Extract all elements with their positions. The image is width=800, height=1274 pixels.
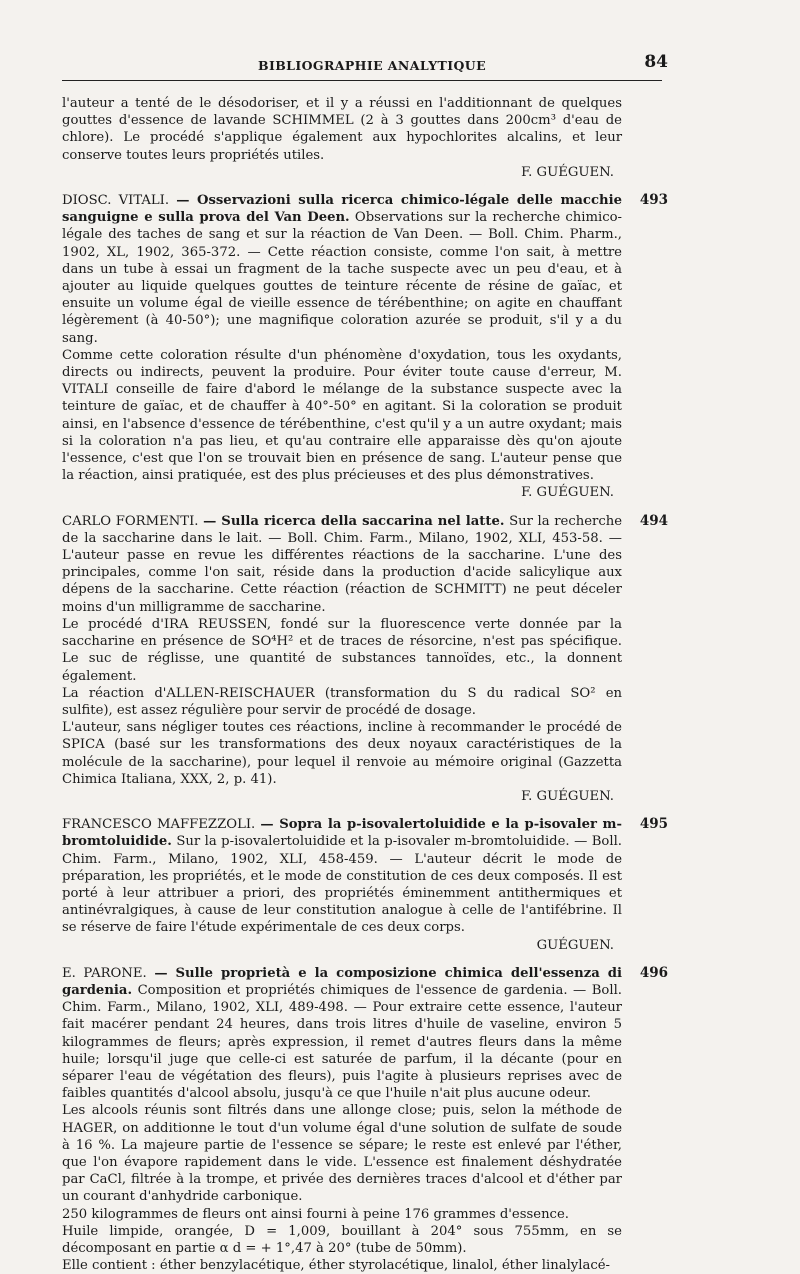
entry-paragraph: L'auteur, sans négliger toutes ces réactions, incline à recommander le procédé de SPICA (basé sur les transformations des deux noyaux caractéristiques de la molécule de la saccharine), pour lequel il renvoie au mémoire original (Gazzetta Chimica Italiana, XXX, 2, p. 41). [62,720,622,787]
entry-paragraph: Observations sur la recherche chimico-légale des taches de sang et sur la réaction de Van Deen. — Boll. Chim. Pharm., 1902, XL, 1902, 365-372. — Cette réaction consiste, comme l'on sait, à mettre dans un tube à essai un fragment de la tache suspecte avec un peu d'eau, et à ajouter au liquide quelques gouttes de teinture récente de résine de gaïac, et ensuite un volume égal de vieille essence de térébenthine; on agite en chauffant légèrement (à 40-50°); une magnifique coloration azurée se produit, s'il y a du sang. [62,210,622,346]
entry-title: — Sulle proprietà e la composizione chimica dell'essenza di gardenia. [62,965,622,998]
entry-number: 494 [639,512,668,529]
page-body [62,95,668,1274]
entry-paragraph: 250 kilogrammes de fleurs ont ainsi fourni à peine 176 grammes d'essence. [62,1206,569,1222]
entry-494 [62,512,668,805]
intro-signature: F. GUÉGUEN. [521,164,614,180]
entry-author: DIOSC. VITALI. [62,193,170,209]
entry-author: CARLO FORMENTI. [62,513,199,529]
entry-paragraph: Huile limpide, orangée, D = 1,009, bouillant à 204° sous 755mm, en se décomposant en partie α d = + 1°,47 à 20° (tube de 50mm). [62,1223,622,1256]
entry-paragraph: La réaction d'ALLEN-REISCHAUER (transformation du S du radical SO² en sulfite), est assez régulière pour servir de procédé de dosage. [62,685,622,718]
entry-number: 495 [639,816,668,833]
intro-paragraph: l'auteur a tenté de le désodoriser, et il y a réussi en l'additionnant de quelques gouttes d'essence de lavande SCHIMMEL (2 à 3 gouttes dans 200cm³ d'eau de chlore). Le procédé s'applique également aux hypochlorites alcalins, et leur conserve toutes leurs propriétés utiles. [62,96,622,163]
entry-paragraph: Composition et propriétés chimiques de l'essence de gardenia. — Boll. Chim. Farm., Milano, 1902, XLI, 489-498. — Pour extraire cette essence, l'auteur fait macérer pendant 24 heures, dans trois litres d'huile de vaseline, environ 5 kilogrammes de fleurs; après expression, il remet d'autres fleurs dans la même huile; lorsqu'il juge que celle-ci est saturée de parfum, il la décante (pour en séparer l'eau de végétation des fleurs), puis l'agite à plusieurs reprises avec de faibles quantités d'alcool absolu, jusqu'à ce que l'huile n'ait plus aucune odeur. [62,982,622,1102]
entry-495 [62,816,668,954]
entry-paragraph: Le procédé d'IRA REUSSEN, fondé sur la fluorescence verte donnée par la saccharine en présence de SO⁴H² et de traces de résorcine, n'est pas spécifique. Le suc de réglisse, une quantité de substances tannoïdes, etc., la donnent également. [62,616,622,684]
entry-496 [62,964,668,1274]
entry-493 [62,192,668,502]
header-rule [62,80,662,81]
entry-author: FRANCESCO MAFFEZZOLI. [62,817,256,833]
entry-author: E. PARONE. [62,965,147,981]
header-title: BIBLIOGRAPHIE ANALYTIQUE [258,58,487,73]
running-header [62,52,668,80]
entry-title: — Sopra la p-isovalertoluidide e la p-isovaler m-bromtoluidide. [62,817,622,850]
entry-heading [62,192,622,347]
entry-title: — Sulla ricerca della saccarina nel latte. [203,513,505,529]
entry-paragraph: Comme cette coloration résulte d'un phénomène d'oxydation, tous les oxydants, directs ou indirects, peuvent la produire. Pour éviter toute cause d'erreur, M. VITALI conseille de faire d'abord le mélange de la substance suspecte avec la teinture de gaïac, et de chauffer à 40°-50° en agitant. Si la coloration se produit ainsi, en l'absence d'essence de térébenthine, c'est qu'il y a un autre oxydant; mais si la coloration n'a pas lieu, et qu'au contraire elle apparaisse dès qu'on ajoute l'essence, c'est que l'on se trouvait bien en présence de sang. L'auteur pense que la réaction, ainsi pratiquée, est des plus précieuses et des plus démonstratives. [62,347,622,484]
entry-number: 496 [639,964,668,981]
entry-signature: F. GUÉGUEN. [521,788,614,804]
entry-paragraph: Les alcools réunis sont filtrés dans une allonge close; puis, selon la méthode de HAGER, on additionne le tout d'un volume égal d'une solution de sulfate de soude à 16 %. La majeure partie de l'essence se sépare; le reste est enlevé par l'éther, que l'on évapore rapidement dans le vide. L'essence est finalement déshydratée par CaCl, filtrée à la trompe, et privée des dernières traces d'alcool et d'éther par un courant d'anhydride carbonique. [62,1103,622,1205]
entry-number: 493 [639,192,668,209]
entry-signature: F. GUÉGUEN. [521,485,614,501]
entry-paragraph: Sur la recherche de la saccharine dans le lait. — Boll. Chim. Farm., Milano, 1902, XLI, 453-58. — L'auteur passe en revue les différentes réactions de la saccharine. L'une des principales, comme l'on sait, réside dans la production d'acide salicylique aux dépens de la saccharine. Cette réaction (réaction de SCHMITT) ne peut déceler moins d'un milligramme de saccharine. [62,513,623,615]
entry-title: — Osservazioni sulla ricerca chimico-légale delle macchie sanguigne e sulla prova del Van Deen. [62,193,622,226]
entry-heading [62,513,622,616]
page-number: 84 [644,52,668,72]
entry-heading [62,816,622,936]
entry-heading [62,965,622,1103]
entry-signature: GUÉGUEN. [536,937,614,953]
entry-paragraph: Sur la p-isovalertoluidide et la p-isovaler m-bromtoluidide. — Boll. Chim. Farm., Milano, 1902, XLI, 458-459. — L'auteur décrit le mode de préparation, les propriétés, et le mode de constitution de ces deux composés. Il est porté à leur attribuer a priori, des propriétés éminemment antithermiques et antinévralgiques, à cause de leur constitution analogue à celle de l'antifébrine. Il se réserve de faire l'étude expérimentale de ces deux corps. [62,834,622,936]
entry-paragraph: Elle contient : éther benzylacétique, éther styrolacétique, linalol, éther linalylacé- [62,1258,610,1274]
